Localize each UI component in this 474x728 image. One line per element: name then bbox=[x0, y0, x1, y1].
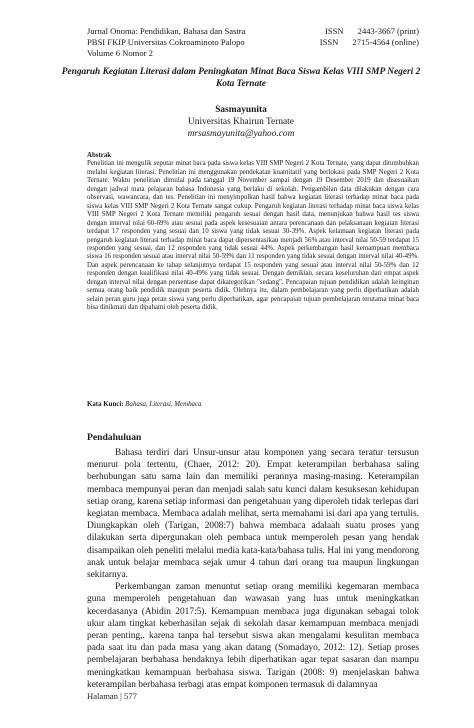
paper-title: Pengaruh Kegiatan Literasi dalam Peningkatan Minat Baca Siswa Kelas VIII SMP Negeri 2 Kota Ternate bbox=[61, 67, 421, 89]
keywords-label: Kata Kunci: bbox=[87, 401, 124, 408]
page-number: Halaman | 577 bbox=[87, 691, 137, 701]
section-title: Pendahuluan bbox=[87, 432, 142, 443]
abstract-block bbox=[87, 152, 419, 313]
keywords-value: Bahasa, Literasi, Membaca bbox=[125, 401, 202, 408]
abstract-text: Penelitian ini mengulik seputar minat baca pada siswa kelas VIII SMP Negeri 2 Kota Ternate, yang dapat ditumbuhkan melalui kegiatan literasi. Penelitian ini menggunakan pendekatan kuantitatif yang berlokasi pada SMP Negeri 2 Kota Ternate. Waktu penelitian dimulai pada tanggal 19 November sampai dengan 19 Desember 2019 dan disesuaikan dengan jadwal mata pelajaran bahasa Indonesia yang berlaku di sekolah. Pengambilan data dilakukan dengan cara observasi, wawancara, dan tes. Penelitian ini menyimpulkan hasil bahwa kegiatan literasi terhadap minat baca pada siswa kelas VIII SMP Negeri 2 Kota Ternate sangat cukup. Pengaruh kegiatan literasi terhadap minat baca siswa kelas VIII SMP Negeri 2 Kota Ternate memiliki pengaruh sesuai dengan hasil data, menunjukan bahwa hasil tes siswa dengan interval nilai 60-69% atau sesuai pada aspek kesesuaian antara perencanaan dan pelaksanaan kegiatan literasi terdapat 17 responden yang sesuai dan 10 siswa yang tidak sesuai 30-39%. Aspek kelamaan kegiatan literasi pada pengaruh kegiatan literasi terhadap minat baca dapat dipersentasikan menjadi 56% atau interval nilai 50-59 terdapat 15 responden yang sesuai, dan 12 responden yang tidak sesuai 44%. Aspek perkembangan hasil kemampuan membaca siswa 16 responden sesuai atau interval nilai 50-59% dan 11 responden yang tidak sesuai dengan interval nilai 40-49%. Dan aspek perencanaan ke tahap selanjutnya terdapat 15 responden yang sesuai atau interval nilai 50-59% dan 12 responden dengan kualifikasi nilai 40-49% yang tidak sesuai. Dengan demikian, secara keseluruhan dari empat aspek dengan interval nilai dengan persentase dapat dikategorikan "sedang". Pencapaian tujuan pendidikan adalah keinginan semua orang baik pendidik maupun peserta didik. Olehnya itu, dalam pembelajaran yang perlu diperhatikan adalah selain peran guru juga peran siswa yang perlu diperhatikan, agar pencapaian tujuan pembelajaran terutama minat baca bisa dinikmati dan dipahami oleh peserta didik. bbox=[87, 160, 419, 312]
author-affiliation: Universitas Khairun Ternate bbox=[188, 117, 294, 127]
paragraph-1: Bahasa terdiri dari Unsur-unsur atau komponen yang secara teratur tersusun menurut pola tertentu, (Chaer, 2012: 20). Empat keterampilan berbahasa saling berhubungan satu sama lain dan memiliki perannya masing-masing. Keterampilan membaca mempunyai peran dan menjadi salah satu kunci dalam kesuksesan kehidupan setiap orang, karena setiap informasi dan pengetahuan yang diperoleh tidak terlepas dari kegiatan membaca. Membaca adalah melihat, serta memahami isi dari apa yang tertulis. Diungkapkan oleh (Tarigan, 2008:7) bahwa membaca adalaah suatu proses yang dilakukan serta dipergunakan oleh pembaca untuk memperoleh pesan yang hendak disampaikan oleh peneliti melalui media kata-kata/bahasa tulis. Hal ini yang mendorong anak untuk belajar membaca sejak umur 4 tahun dari orang tua maupun lingkungan sekitarnya. bbox=[87, 448, 419, 581]
issn-online-label: ISSN bbox=[319, 37, 339, 47]
issn-print-label: ISSN bbox=[325, 26, 344, 36]
keywords-line bbox=[87, 401, 419, 410]
author-block bbox=[60, 104, 422, 140]
header-row-3 bbox=[87, 48, 419, 59]
publisher-name: PBSI FKIP Universitas Cokroaminoto Palopo bbox=[87, 37, 245, 47]
section-body bbox=[87, 447, 419, 691]
author-email: mrsasmayunita@yahoo.com bbox=[187, 129, 295, 139]
paragraph-2: Perkembangan zaman menuntut setiap orang memiliki kegemaran membaca guna memperoleh pengetahuan dan wawasan yang luas untuk meningkatkan kecerdasanya (Abidin 2017:5). Kemampuan membaca juga digunakan sebagai tolok ukur alam tingkat keberhasilan sejak di sekolah dasar kemampuan membaca menjadi peran penting,. karena tanpa hal tersebut siswa akan mengalami kesulitan membaca pada saat itu dan pada masa yang akan datang (Somadayo, 2012: 12). Setiap proses pembelajaran berbahasa hendaknya lebih diperhatikan agar tepat sasaran dan mampu meningkatkan kemampuan berbahasa siswa. Tarigan (2008: 9) menjelaskan bahwa keterampilan berbahasa terbagi atas empat komponen termasuk di dalamnyaa bbox=[87, 582, 419, 690]
issn-print-value: 2443-3667 (print) bbox=[357, 26, 419, 36]
author-name: Sasmayunita bbox=[215, 105, 267, 115]
journal-name: Jurnal Onoma: Pendidikan, Bahasa dan Sastra bbox=[87, 26, 246, 36]
journal-header bbox=[87, 26, 419, 59]
header-row-2 bbox=[87, 37, 419, 48]
volume-number: Volume 6 Nomor 2 bbox=[87, 48, 153, 58]
issn-online-value: 2715-4564 (online) bbox=[352, 37, 419, 47]
abstract-label: Abstrak bbox=[87, 152, 112, 159]
header-row-1 bbox=[87, 26, 419, 37]
